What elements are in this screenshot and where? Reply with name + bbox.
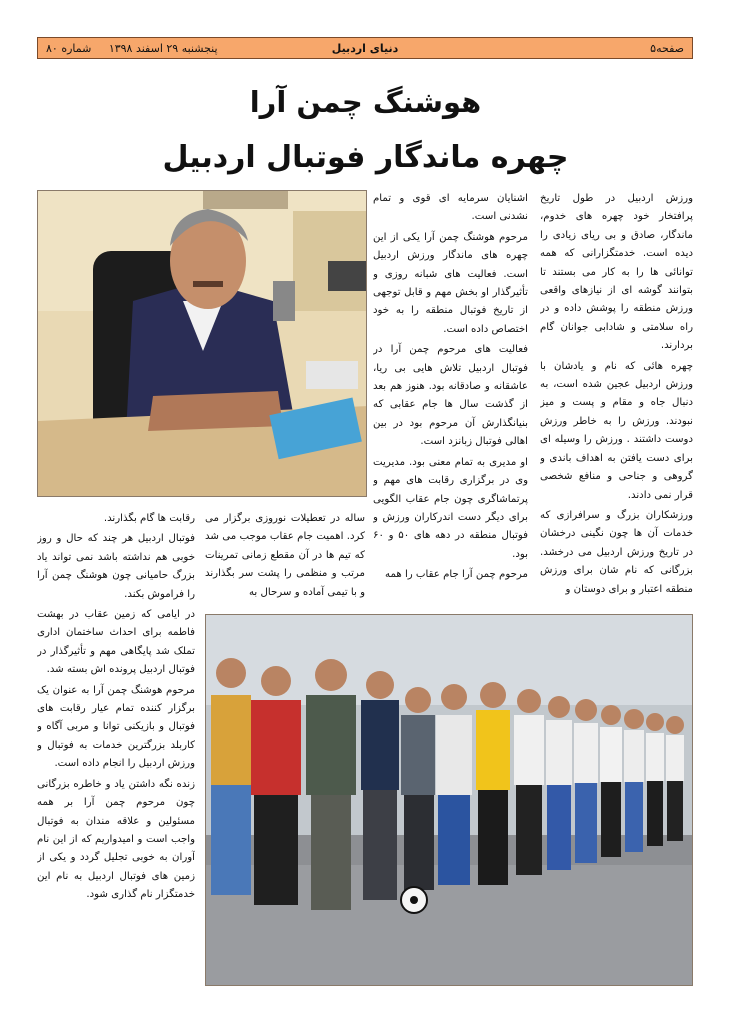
- paragraph: چهره هائی که نام و یادشان با ورزش اردبیل عجین شده است، به دنبال جاه و مقام و پست و میز نبودند. ورزش را به خاطر ورزش دوست داشتند . ورزش را وسیله ای برای دست یافتن به اهداف باندی و گروهی و جناحی و منافع شخصی قرار نمی دادند.: [540, 360, 693, 501]
- issue-date: پنجشنبه ۲۹ اسفند ۱۳۹۸: [108, 41, 218, 55]
- paragraph: مرحوم هوشنگ چمن آرا یکی از این چهره های ماندگار ورزش اردبیل است. فعالیت های شبانه روزی و تأثیرگذار او بخش مهم و قابل توجهی از تاریخ فوتبال منطقه را به خود اختصاص داده است.: [373, 231, 528, 335]
- paragraph: مرحوم هوشنگ چمن آرا به عنوان یک برگزار کننده تمام عیار رقابت های فوتبال و بازیکنی توانا و مربی آگاه و کاربلد بزرگترین خدمات به فوتبال و ورزش اردبیل را انجام داده است.: [37, 684, 195, 770]
- page-number: صفحه۵: [650, 41, 684, 55]
- text-column-middle-top: [373, 190, 528, 610]
- paragraph: اشنایان سرمایه ای قوی و تمام نشدنی است.: [373, 193, 528, 223]
- headline: هوشنگ چمن آرا: [249, 85, 482, 119]
- text-column-middle-bottom: [205, 510, 365, 610]
- paragraph: مرحوم چمن آرا جام عقاب را همه: [384, 569, 528, 581]
- subheadline: چهره ماندگار فوتبال اردبیل: [162, 140, 569, 175]
- paragraph: ورزشکاران بزرگ و سرافرازی که خدمات آن ها چون نگینی درخشان در تاریخ ورزش اردبیل می درخشد. بزرگانی که نام شان برای ورزش منطقه اعتبار و برای دوستان و: [540, 509, 693, 595]
- paragraph: او مدیری به تمام معنی بود. مدیریت وی در برگزاری رقابت های مهم و پرتماشاگری چون جام عقاب الگویی برای دیگر دست اندرکاران ورزش و فوتبال منطقه در دهه های ۵۰ و ۶۰ بود.: [373, 456, 528, 560]
- paragraph: در ایامی که زمین عقاب در بهشت فاطمه برای احداث ساختمان اداری تملک شد پایگاهی مهم و تأثیرگذار در فوتبال اردبیل پرونده اش بسته شد.: [37, 609, 195, 676]
- paragraph: فعالیت های مرحوم چمن آرا در فوتبال اردبیل تلاش هایی بی ریا، عاشقانه و صادقانه بود. هنوز هم بعد از گذشت سال ها جام عقابی که بنیانگذارش آن مرحوم بود در بین اهالی فوتبال زبانزد است.: [373, 344, 528, 448]
- team-photo: [205, 614, 693, 986]
- portrait-photo: [37, 190, 367, 497]
- issue-number: شماره ۸۰: [46, 41, 92, 55]
- text-column-left: [37, 510, 195, 990]
- text-column-right: [540, 190, 693, 610]
- publication-name: دنیای اردبیل: [331, 41, 399, 55]
- paragraph: ساله در تعطیلات نوروزی برگزار می کرد. اهمیت جام عقاب موجب می شد که تیم ها در آن مقطع زمانی تمرینات مرتب و منظمی را پشت سر بگذارند و با تیمی آماده و سرحال به: [205, 513, 365, 598]
- paragraph: ورزش اردبیل در طول تاریخ پرافتخار خود چهره های خدوم، ماندگار، صادق و بی ریای زیادی را دیده است. خدمتگزارانی که همه توانائی ها را به کار می بستند تا بتوانند گوشه ای از نیازهای واقعی ورزش منطقه را پوشش داده و در راه سلامتی و شادابی جوانان گام بردارند.: [540, 193, 693, 352]
- paragraph: زنده نگه داشتن یاد و خاطره بزرگانی چون مرحوم چمن آرا بر همه مسئولین و علاقه مندان به فوتبال واجب است و امیدواریم که از این نام آوران به خوبی تجلیل گردد و یکی از زمین های فوتبال اردبیل به نام این خدمتگزار نام گذاری شود.: [37, 778, 195, 901]
- page-header: [37, 37, 693, 59]
- issue-info: [46, 42, 218, 55]
- paragraph: فوتبال اردبیل هر چند که حال و روز خوبی هم نداشته باشد نمی تواند یاد بزرگ حامیانی چون هوشنگ چمن آرا را فراموش بکند.: [37, 533, 195, 600]
- paragraph: رقابت ها گام بگذارند.: [103, 513, 195, 524]
